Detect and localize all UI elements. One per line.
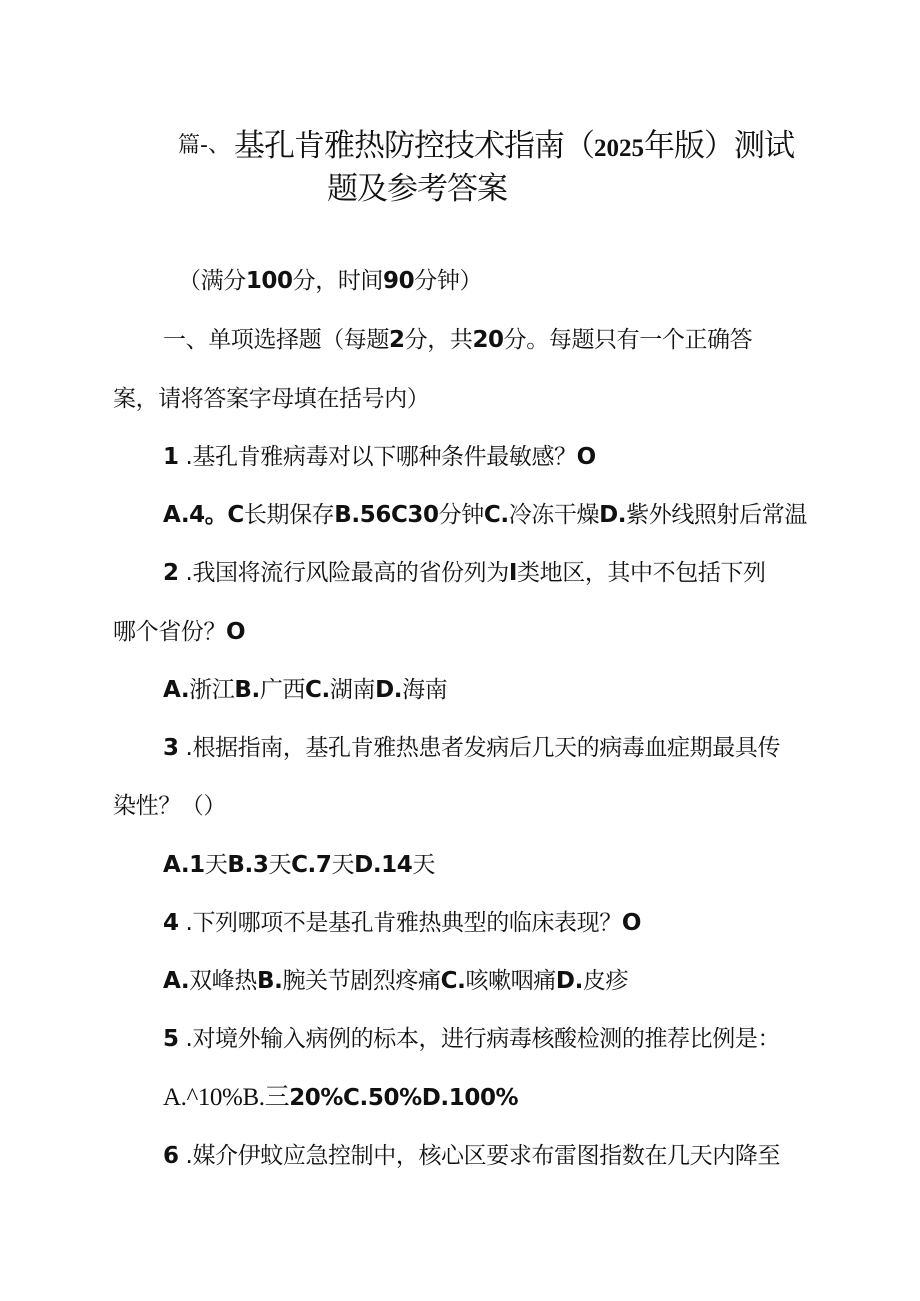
question-2-options: A.浙江B.广西C.湖南D.海南 (163, 677, 448, 703)
question-2: 2 .我国将流行风险最高的省份列为I类地区，其中不包括下列 (163, 560, 766, 586)
title-prefix: 篇-、 (178, 133, 230, 158)
question-1-options: A.4。C长期保存B.56C30分钟C.冷冻干燥D.紫外线照射后常温 (163, 502, 807, 528)
question-4-options: A.双峰热B.腕关节剧烈疼痛C.咳嗽咽痛D.皮疹 (163, 968, 629, 994)
question-2-cont: 哪个省份？O (113, 619, 246, 645)
question-6: 6 .媒介伊蚊应急控制中，核心区要求布雷图指数在几天内降至 (163, 1143, 781, 1169)
question-3: 3 .根据指南，基孔肯雅热患者发病后几天的病毒血症期最具传 (163, 735, 781, 761)
question-3-options: A.1天B.3天C.7天D.14天 (163, 852, 435, 878)
section-heading: 一、单项选择题（每题2分，共20分。每题只有一个正确答 (163, 327, 753, 353)
question-1: 1 .基孔肯雅病毒对以下哪种条件最敏感？O (163, 444, 596, 470)
page-title-line-1: 基孔肯雅热防控技术指南（2025年版）测试 (234, 128, 794, 164)
page-title-line-2: 题及参考答案 (327, 171, 507, 207)
question-5-options: A.^10%B.三20%C.50%D.100% (163, 1084, 519, 1111)
question-3-cont: 染性？（） (113, 793, 227, 819)
exam-meta: （满分100分，时间90分钟） (178, 268, 483, 294)
section-heading-cont: 案，请将答案字母填在括号内） (113, 386, 430, 412)
question-4: 4 .下列哪项不是基孔肯雅热典型的临床表现？O (163, 910, 641, 936)
question-5: 5 .对境外输入病例的标本，进行病毒核酸检测的推荐比例是： (163, 1026, 781, 1052)
